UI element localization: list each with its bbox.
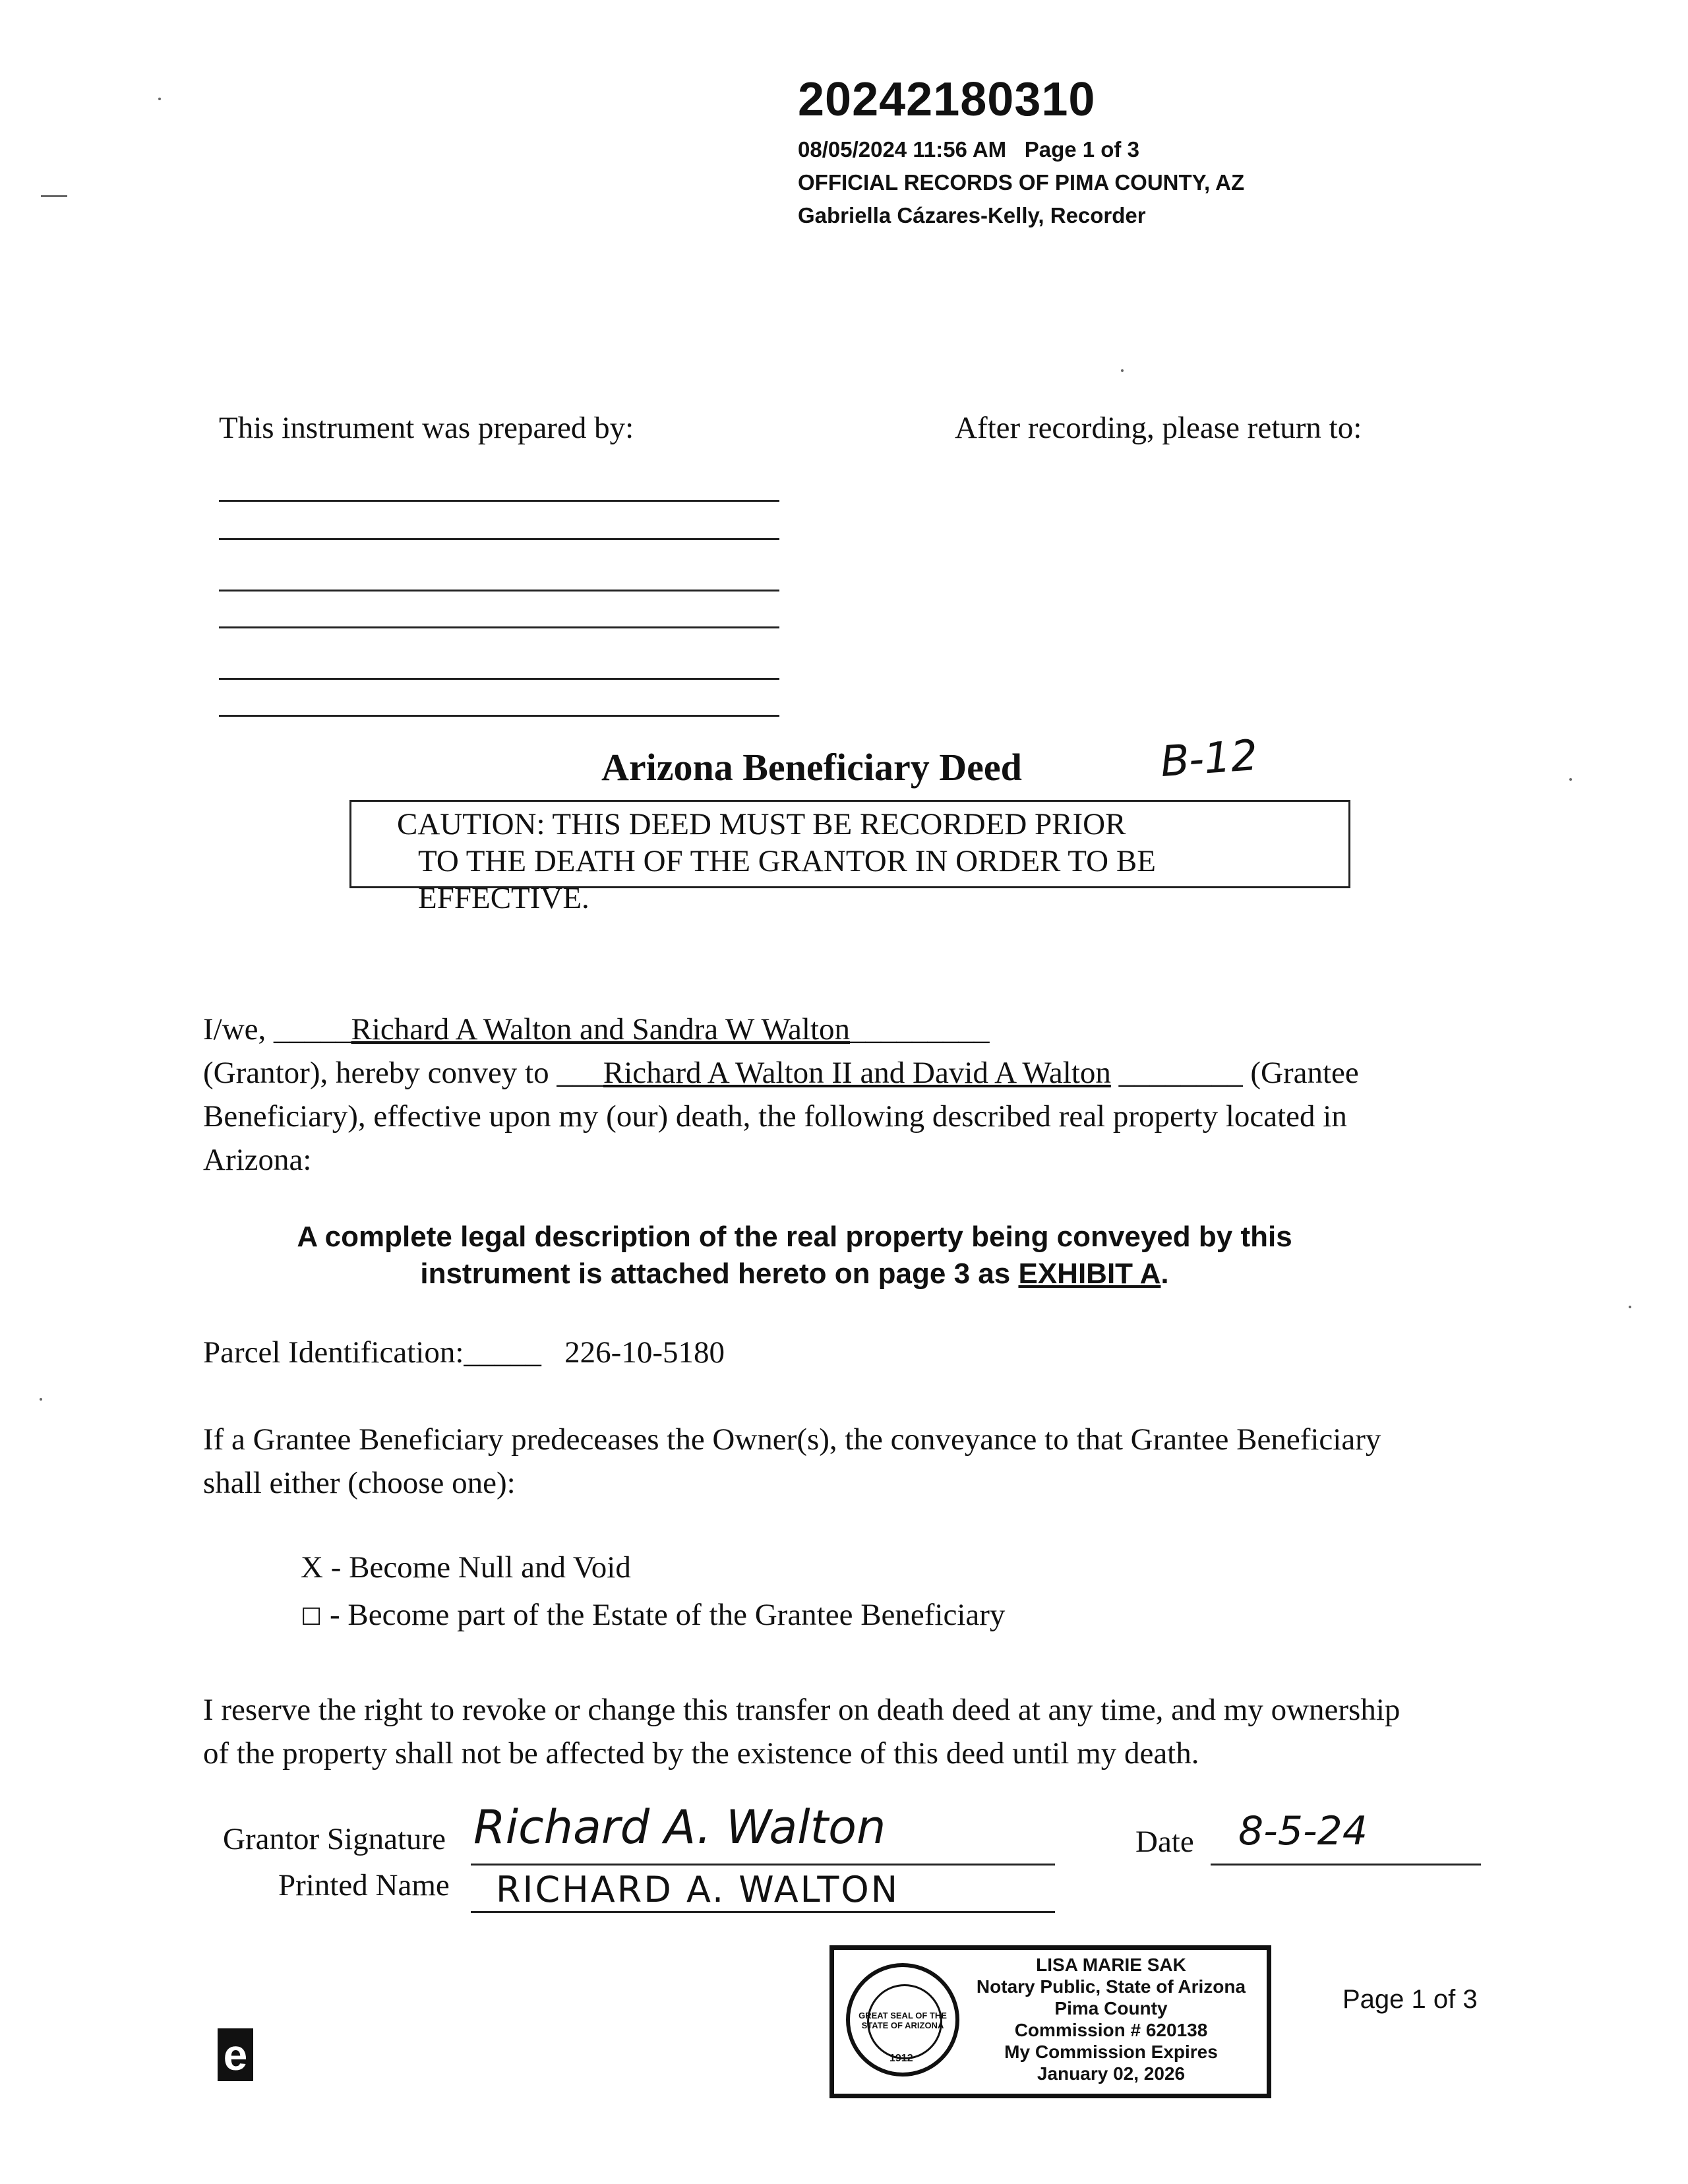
legal-notice-line-1: A complete legal description of the real property being conveyed by this: [297, 1221, 1292, 1253]
parcel-number: 226-10-5180: [564, 1335, 725, 1370]
date-value: 8-5-24: [1238, 1808, 1368, 1854]
scan-speck: [1629, 1306, 1631, 1308]
recording-page: Page 1 of 3: [1024, 137, 1139, 162]
seal-year: 1912: [889, 2053, 913, 2064]
notary-county: Pima County: [1054, 1998, 1168, 2018]
recording-recorder: Gabriella Cázares-Kelly, Recorder: [798, 203, 1146, 228]
parcel-identification: [203, 1331, 1495, 1374]
notary-name: LISA MARIE SAK: [1036, 1955, 1186, 1975]
grantee-names: Richard A Walton II and David A Walton: [603, 1056, 1111, 1090]
conveyance-line-4: Arizona:: [203, 1143, 312, 1177]
notary-expires-date: January 02, 2026: [1037, 2063, 1186, 2084]
conveyance-line-2: [203, 1051, 1495, 1095]
recording-office: OFFICIAL RECORDS OF PIMA COUNTY, AZ: [798, 170, 1245, 195]
parcel-label: Parcel Identification:: [203, 1335, 464, 1370]
prepared-by-line: [219, 626, 779, 628]
reservation-line-1: I reserve the right to revoke or change this transfer on death deed at any time, and my ownership: [203, 1693, 1401, 1727]
e-logo-icon: e: [218, 2028, 253, 2081]
recording-timestamp-line: [798, 137, 1139, 162]
page-number: Page 1 of 3: [1342, 1985, 1478, 2014]
notary-stamp: [829, 1945, 1271, 2098]
notary-text: [959, 1954, 1263, 2084]
arizona-seal: [846, 1963, 959, 2077]
scan-speck: [1121, 369, 1124, 372]
prepared-by-line: [219, 500, 779, 502]
conveyance-line-2-prefix: (Grantor), hereby convey to ___: [203, 1056, 603, 1090]
notary-commission: Commission # 620138: [1014, 2020, 1208, 2040]
scan-mark: [41, 195, 67, 197]
prepared-by-line: [219, 538, 779, 540]
option-null-and-void: [301, 1550, 631, 1585]
signature-line: [471, 1864, 1055, 1866]
date-line: [1211, 1864, 1481, 1866]
caution-line-3: EFFECTIVE.: [418, 881, 589, 915]
option-mark-x: X: [301, 1550, 323, 1585]
grantor-names: Richard A Walton and Sandra W Walton: [351, 1012, 851, 1046]
caution-line-1: CAUTION: THIS DEED MUST BE RECORDED PRIOR: [397, 807, 1126, 841]
conveyance-line-1: [203, 1008, 1495, 1051]
parcel-blank: _____: [464, 1335, 541, 1370]
option-label: - Become part of the Estate of the Grantee Beneficiary: [330, 1598, 1006, 1632]
printed-name-line: [471, 1911, 1055, 1913]
prepared-by-line: [219, 678, 779, 680]
prepared-by-line: [219, 715, 779, 717]
legal-notice-end: .: [1160, 1258, 1169, 1290]
grantor-signature: Richard A. Walton: [473, 1800, 886, 1854]
printed-name-value: RICHARD A. WALTON: [496, 1869, 900, 1910]
conveyance-blank: _________: [850, 1012, 990, 1046]
legal-notice-line-2: [198, 1256, 1391, 1292]
option-label: - Become Null and Void: [330, 1550, 631, 1585]
conveyance-prefix: I/we, _____: [203, 1012, 351, 1046]
scan-speck: [40, 1398, 42, 1401]
legal-notice-text: instrument is attached hereto on page 3 as: [420, 1258, 1019, 1290]
return-to-label: After recording, please return to:: [955, 411, 1362, 445]
prepared-by-line: [219, 590, 779, 592]
predecease-line-2: shall either (choose one):: [203, 1466, 516, 1500]
predecease-line-1: If a Grantee Beneficiary predeceases the Owner(s), the conveyance to that Grantee Beneficiary: [203, 1422, 1381, 1457]
caution-line-2: TO THE DEATH OF THE GRANTOR IN ORDER TO BE: [418, 844, 1156, 878]
seal-text: GREAT SEAL OF THE STATE OF ARIZONA: [859, 2011, 947, 2030]
option-estate: [301, 1597, 1005, 1633]
checkbox-empty-icon: ☐: [301, 1604, 322, 1630]
reservation-line-2: of the property shall not be affected by the existence of this deed until my death.: [203, 1736, 1199, 1771]
scan-speck: [158, 98, 161, 100]
printed-name-label: Printed Name: [278, 1868, 450, 1902]
grantor-signature-label: Grantor Signature: [223, 1822, 446, 1856]
notary-expires-label: My Commission Expires: [1004, 2042, 1218, 2062]
conveyance-line-2-suffix: ________ (Grantee: [1118, 1056, 1359, 1090]
prepared-by-label: This instrument was prepared by:: [219, 411, 634, 445]
notary-title: Notary Public, State of Arizona: [976, 1976, 1246, 1997]
recording-timestamp: 08/05/2024 11:56 AM: [798, 137, 1007, 162]
exhibit-a-reference: EXHIBIT A: [1018, 1258, 1161, 1290]
document-title: Arizona Beneficiary Deed: [601, 746, 1022, 789]
conveyance-line-3: Beneficiary), effective upon my (our) death, the following described real property located in: [203, 1099, 1347, 1134]
recording-number: 20242180310: [798, 73, 1096, 126]
handwritten-note: B-12: [1159, 731, 1259, 787]
scan-speck: [1569, 778, 1572, 781]
date-label: Date: [1135, 1825, 1194, 1859]
